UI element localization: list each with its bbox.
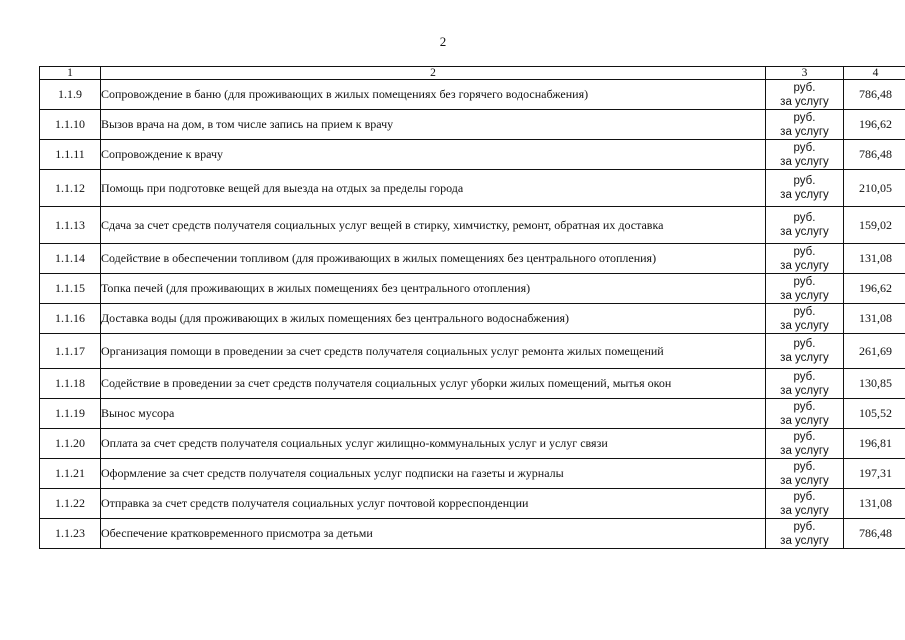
unit-cell <box>766 80 844 110</box>
service-name: Вынос мусора <box>101 399 766 429</box>
unit-per-service: за услугу <box>780 226 829 238</box>
service-name: Сопровождение в баню (для проживающих в жилых помещениях без горячего водоснабжения) <box>101 80 766 110</box>
service-name: Помощь при подготовке вещей для выезда на отдых за пределы города <box>101 170 766 207</box>
unit-per-service: за услугу <box>780 444 829 457</box>
price-value: 105,52 <box>844 399 905 429</box>
unit-cell <box>766 459 844 489</box>
unit-per-service: за услугу <box>780 289 829 302</box>
service-name: Оформление за счет средств получателя социальных услуг подписки на газеты и журналы <box>101 459 766 489</box>
price-value: 196,62 <box>844 110 905 140</box>
unit-cell <box>766 207 844 244</box>
unit-per-service: за услугу <box>780 504 829 517</box>
unit-currency: руб. <box>793 430 816 443</box>
unit-per-service: за услугу <box>780 352 829 364</box>
service-name: Организация помощи в проведении за счет средств получателя социальных услуг ремонта жилых помещений <box>101 334 766 369</box>
price-value: 196,81 <box>844 429 905 459</box>
table-row <box>40 274 905 304</box>
price-value: 786,48 <box>844 519 905 549</box>
unit-per-service: за услугу <box>780 474 829 487</box>
service-name: Сопровождение к врачу <box>101 140 766 170</box>
service-name: Сдача за счет средств получателя социальных услуг вещей в стирку, химчистку, ремонт, обратная их доставка <box>101 207 766 244</box>
unit-cell <box>766 304 844 334</box>
service-name: Оплата за счет средств получателя социальных услуг жилищно-коммунальных услуг и услуг связи <box>101 429 766 459</box>
row-number: 1.1.18 <box>40 369 101 399</box>
service-name: Вызов врача на дом, в том числе запись на прием к врачу <box>101 110 766 140</box>
table-row <box>40 80 905 110</box>
row-number: 1.1.17 <box>40 334 101 369</box>
unit-currency: руб. <box>793 520 816 533</box>
price-value: 197,31 <box>844 459 905 489</box>
price-value: 786,48 <box>844 140 905 170</box>
price-value: 786,48 <box>844 80 905 110</box>
unit-cell <box>766 170 844 207</box>
row-number: 1.1.14 <box>40 244 101 274</box>
table-row <box>40 140 905 170</box>
row-number: 1.1.12 <box>40 170 101 207</box>
price-value: 210,05 <box>844 170 905 207</box>
unit-per-service: за услугу <box>780 125 829 138</box>
unit-cell <box>766 140 844 170</box>
row-number: 1.1.21 <box>40 459 101 489</box>
table-row <box>40 244 905 274</box>
header-col-unit: 3 <box>766 67 844 80</box>
header-col-price: 4 <box>844 67 905 80</box>
table-row <box>40 489 905 519</box>
service-name: Обеспечение кратковременного присмотра за детьми <box>101 519 766 549</box>
unit-currency: руб. <box>793 370 816 383</box>
header-row <box>40 67 905 80</box>
table-row <box>40 429 905 459</box>
header-col-number: 1 <box>40 67 101 80</box>
unit-currency: руб. <box>793 400 816 413</box>
page-number: 2 <box>439 34 447 49</box>
row-number: 1.1.23 <box>40 519 101 549</box>
price-value: 159,02 <box>844 207 905 244</box>
price-value: 131,08 <box>844 244 905 274</box>
unit-cell <box>766 110 844 140</box>
price-value: 131,08 <box>844 304 905 334</box>
unit-per-service: за услугу <box>780 95 829 108</box>
table-header <box>40 67 905 80</box>
unit-per-service: за услугу <box>780 189 829 201</box>
service-name: Доставка воды (для проживающих в жилых помещениях без центрального водоснабжения) <box>101 304 766 334</box>
unit-per-service: за услугу <box>780 414 829 427</box>
row-number: 1.1.11 <box>40 140 101 170</box>
table-row <box>40 399 905 429</box>
unit-currency: руб. <box>793 212 816 224</box>
table-row <box>40 369 905 399</box>
unit-per-service: за услугу <box>780 155 829 168</box>
table-row <box>40 334 905 369</box>
unit-currency: руб. <box>793 275 816 288</box>
table-row <box>40 519 905 549</box>
unit-currency: руб. <box>793 175 816 187</box>
price-value: 131,08 <box>844 489 905 519</box>
unit-currency: руб. <box>793 111 816 124</box>
unit-currency: руб. <box>793 245 816 258</box>
table-row <box>40 110 905 140</box>
row-number: 1.1.20 <box>40 429 101 459</box>
unit-currency: руб. <box>793 460 816 473</box>
unit-cell <box>766 399 844 429</box>
table-row <box>40 170 905 207</box>
service-name: Содействие в обеспечении топливом (для проживающих в жилых помещениях без центрального отопления) <box>101 244 766 274</box>
unit-currency: руб. <box>793 81 816 94</box>
service-name: Отправка за счет средств получателя социальных услуг почтовой корреспонденции <box>101 489 766 519</box>
row-number: 1.1.10 <box>40 110 101 140</box>
tariff-table <box>39 66 905 549</box>
service-name: Топка печей (для проживающих в жилых помещениях без центрального отопления) <box>101 274 766 304</box>
unit-cell <box>766 369 844 399</box>
row-number: 1.1.13 <box>40 207 101 244</box>
price-value: 196,62 <box>844 274 905 304</box>
row-number: 1.1.16 <box>40 304 101 334</box>
unit-currency: руб. <box>793 490 816 503</box>
unit-cell <box>766 334 844 369</box>
row-number: 1.1.15 <box>40 274 101 304</box>
table-row <box>40 304 905 334</box>
row-number: 1.1.19 <box>40 399 101 429</box>
unit-currency: руб. <box>793 338 816 350</box>
row-number: 1.1.22 <box>40 489 101 519</box>
unit-per-service: за услугу <box>780 384 829 397</box>
unit-currency: руб. <box>793 141 816 154</box>
unit-cell <box>766 244 844 274</box>
price-value: 130,85 <box>844 369 905 399</box>
service-name: Содействие в проведении за счет средств получателя социальных услуг уборки жилых помещений, мытья окон <box>101 369 766 399</box>
unit-currency: руб. <box>793 305 816 318</box>
unit-cell <box>766 274 844 304</box>
header-col-service: 2 <box>101 67 766 80</box>
unit-cell <box>766 489 844 519</box>
unit-cell <box>766 429 844 459</box>
unit-per-service: за услугу <box>780 259 829 272</box>
unit-per-service: за услугу <box>780 534 829 547</box>
table-row <box>40 459 905 489</box>
unit-cell <box>766 519 844 549</box>
price-value: 261,69 <box>844 334 905 369</box>
unit-per-service: за услугу <box>780 319 829 332</box>
row-number: 1.1.9 <box>40 80 101 110</box>
table-row <box>40 207 905 244</box>
table-body <box>40 80 905 549</box>
